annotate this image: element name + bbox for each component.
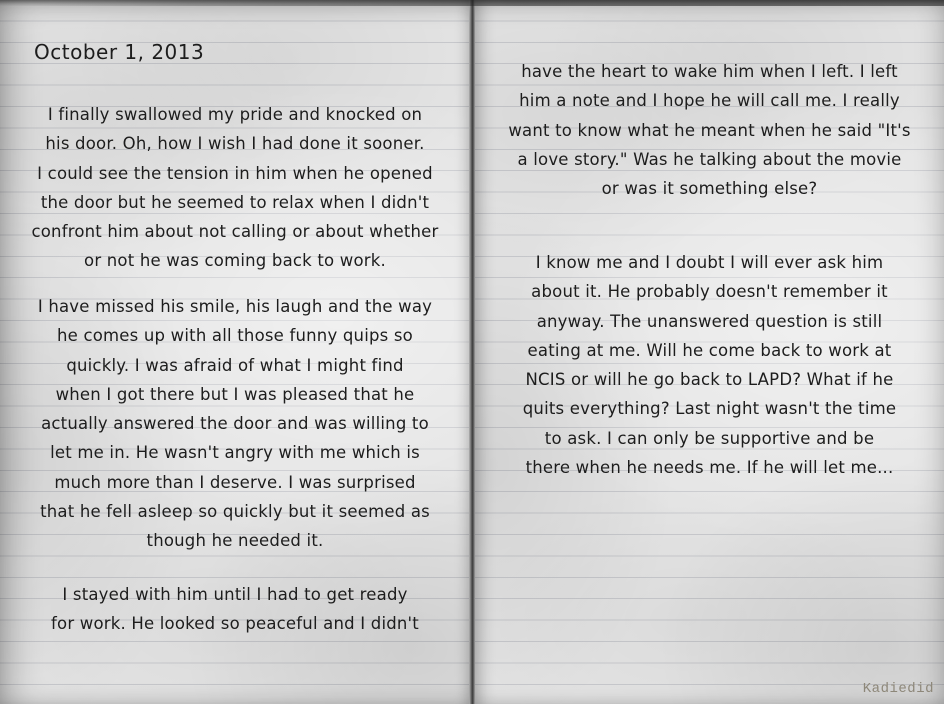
right-paragraph-1 xyxy=(475,57,944,203)
journal-left-page xyxy=(0,0,470,704)
journal-line: I finally swallowed my pride and knocked on xyxy=(47,105,423,124)
journal-line: I know me and I doubt I will ever ask him xyxy=(535,253,884,272)
entry-date: October 1, 2013 xyxy=(34,40,205,64)
journal-line: confront him about not calling or about whether xyxy=(31,222,439,242)
journal-line: when I got there but I was pleased that he xyxy=(55,384,415,404)
journal-line: or not he was coming back to work. xyxy=(84,251,386,271)
journal-line: NCIS or will he go back to LAPD? What if he xyxy=(525,370,894,390)
journal-line: for work. He looked so peaceful and I didn't xyxy=(51,614,419,634)
right-paragraph-2 xyxy=(475,248,944,482)
journal-line: a love story." Was he talking about the movie xyxy=(517,149,902,169)
journal-right-page xyxy=(475,0,944,704)
journal-line: I stayed with him until I had to get ready xyxy=(62,585,408,604)
journal-line: to ask. I can only be supportive and be xyxy=(544,428,875,448)
journal-line: quickly. I was afraid of what I might find xyxy=(66,355,404,375)
journal-line: he comes up with all those funny quips so xyxy=(57,326,413,346)
journal-line: though he needed it. xyxy=(146,531,324,551)
journal-line: I have missed his smile, his laugh and the way xyxy=(37,297,433,316)
journal-line: the door but he seemed to relax when I didn't xyxy=(40,192,430,212)
journal-line: or was it something else? xyxy=(601,179,818,199)
top-edge-shadow xyxy=(0,0,944,6)
left-paragraph-3 xyxy=(0,580,470,639)
journal-line: I could see the tension in him when he opened xyxy=(37,163,433,183)
journal-line: him a note and I hope he will call me. I really xyxy=(519,91,900,111)
left-paragraph-1 xyxy=(0,100,470,276)
journal-line: that he fell asleep so quickly but it seemed as xyxy=(40,502,430,522)
journal-line: want to know what he meant when he said "It's xyxy=(508,120,911,140)
left-paragraph-2 xyxy=(0,292,470,556)
watermark: Kadiedid xyxy=(862,681,934,697)
journal-line: much more than I deserve. I was surprised xyxy=(54,472,416,492)
journal-line: anyway. The unanswered question is still xyxy=(536,311,883,331)
journal-line: have the heart to wake him when I left. I left xyxy=(521,62,898,81)
journal-line: about it. He probably doesn't remember it xyxy=(531,282,888,302)
journal-line: eating at me. Will he come back to work at xyxy=(527,340,892,360)
journal-line: there when he needs me. If he will let me... xyxy=(525,458,894,478)
journal-line: his door. Oh, how I wish I had done it sooner. xyxy=(45,134,425,154)
journal-line: quits everything? Last night wasn't the time xyxy=(522,399,897,419)
journal-line: let me in. He wasn't angry with me which is xyxy=(50,443,420,463)
journal-line: actually answered the door and was willing to xyxy=(41,414,429,434)
